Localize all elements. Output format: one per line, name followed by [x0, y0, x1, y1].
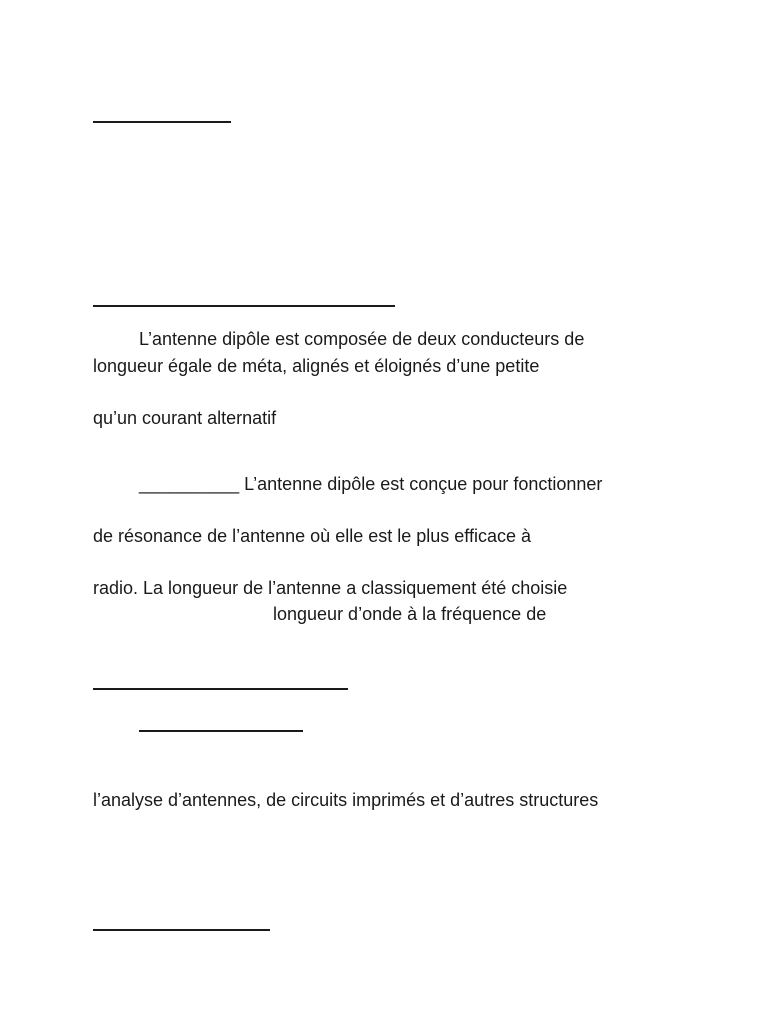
heading-rule-3 [93, 688, 348, 690]
paragraph-3-line-1: l’analyse d’antennes, de circuits imprimés et d’autres structures [93, 790, 599, 810]
paragraph-1-line-3: qu’un courant alternatif [93, 408, 277, 428]
paragraph-2-line-4: longueur d’onde à la fréquence de [273, 604, 547, 624]
paragraph-2-line-3: radio. La longueur de l’antenne a classiquement été choisie [93, 578, 568, 598]
paragraph-2-line-1 [139, 473, 602, 495]
fill-blank: __________ [139, 474, 240, 494]
paragraph-2-line-2: de résonance de l’antenne où elle est le plus efficace à [93, 526, 531, 546]
heading-rule-4 [139, 730, 303, 732]
paragraph-2-line-1-text: L’antenne dipôle est conçue pour fonctionner [244, 474, 603, 494]
paragraph-1-line-1: L’antenne dipôle est composée de deux conducteurs de [139, 329, 585, 349]
heading-rule-1 [93, 121, 231, 123]
heading-rule-2 [93, 305, 395, 307]
paragraph-1-line-2: longueur égale de méta, alignés et éloignés d’une petite [93, 356, 540, 376]
heading-rule-5 [93, 929, 270, 931]
